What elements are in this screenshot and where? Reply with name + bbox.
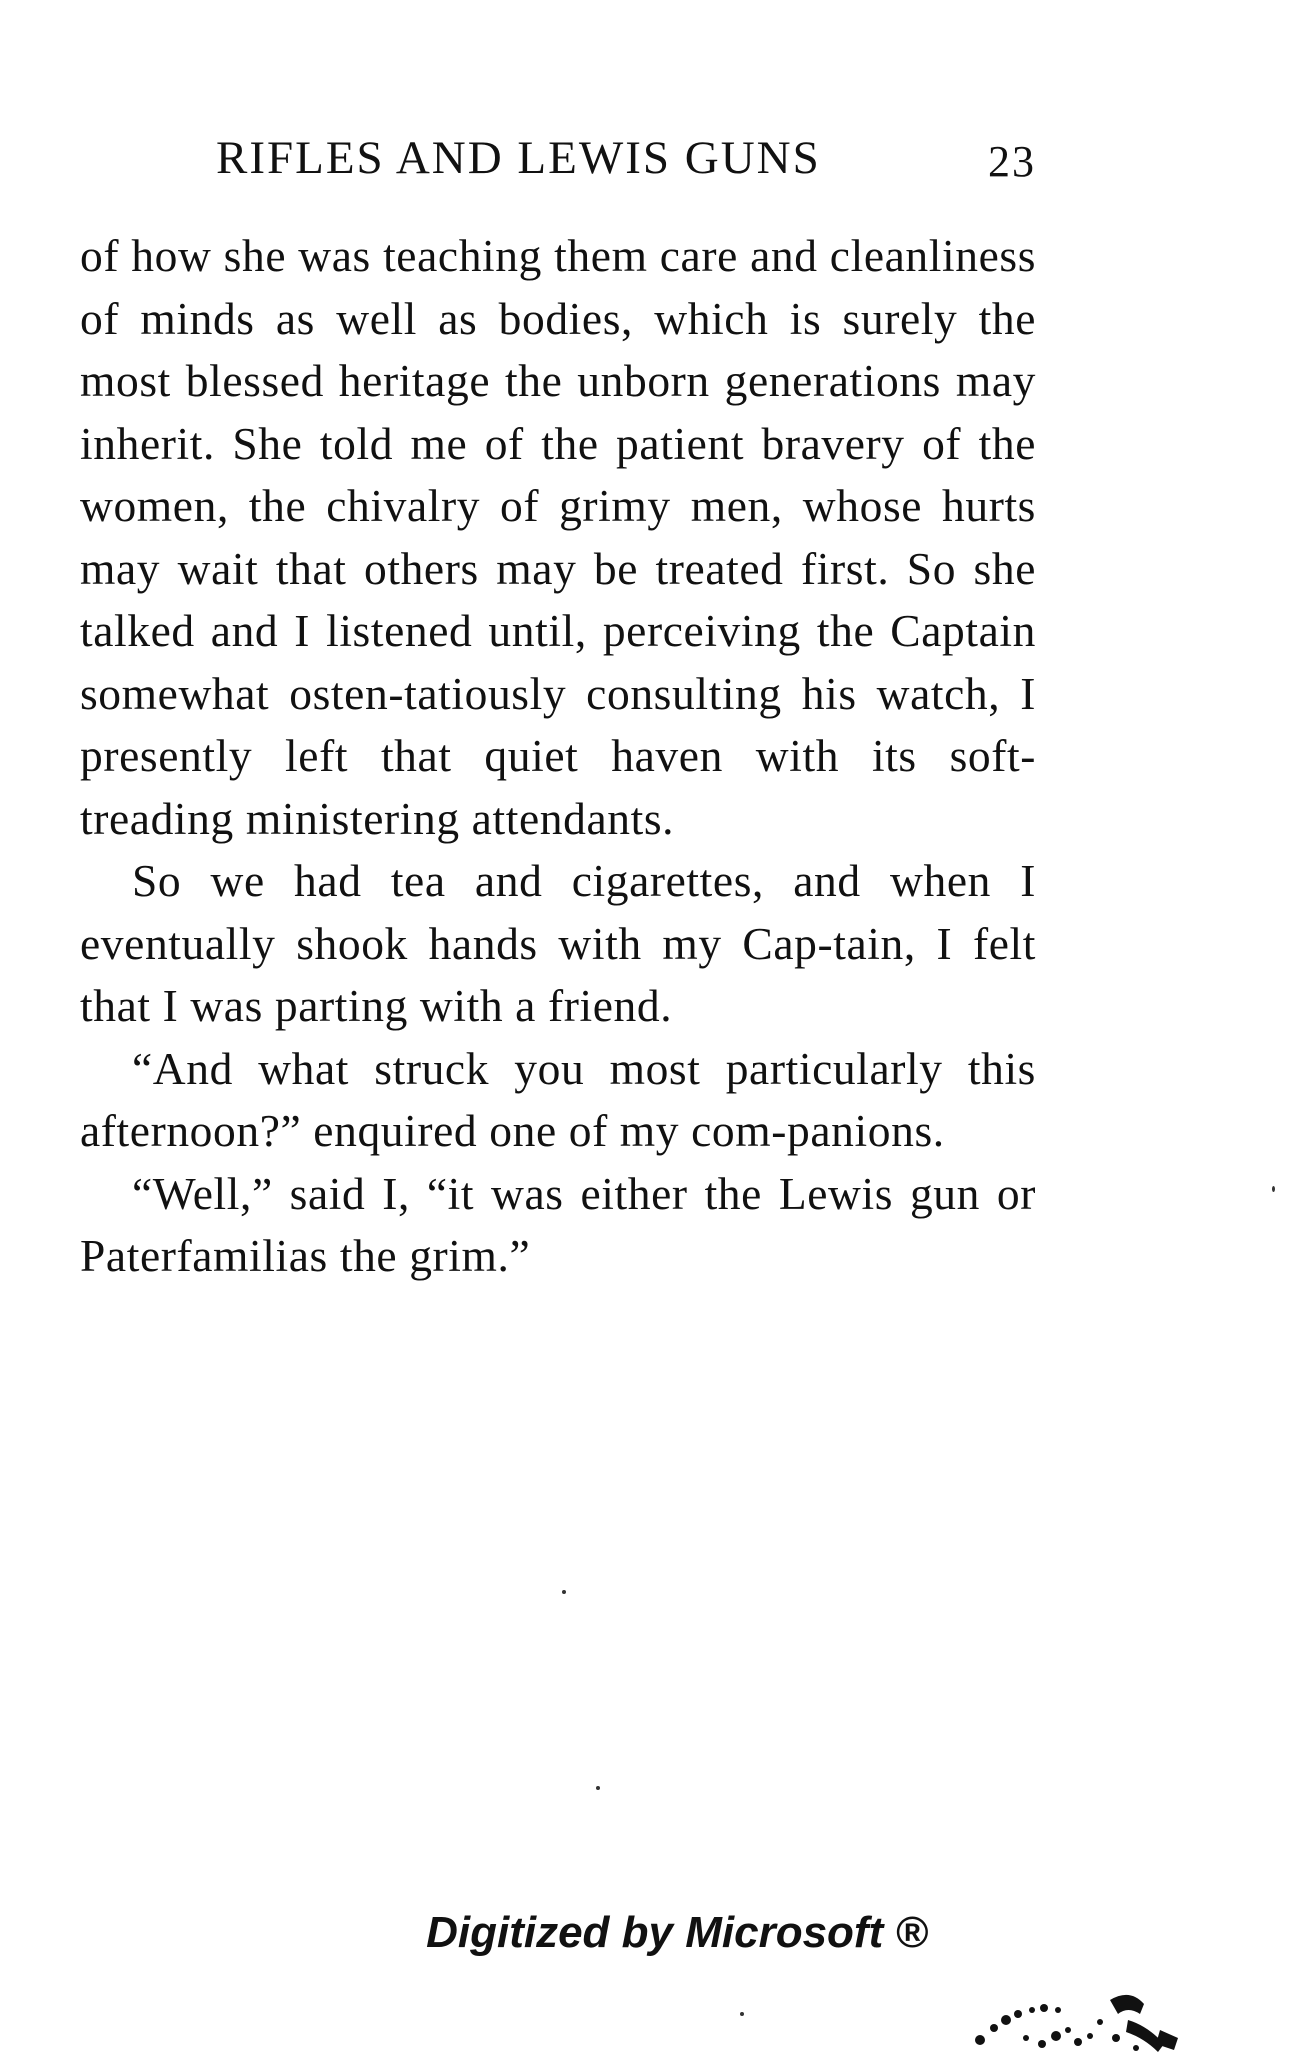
body-text bbox=[80, 225, 1036, 1288]
page-header bbox=[216, 128, 1036, 188]
paragraph: “And what struck you most particularly this afternoon?” enquired one of my com-panions. bbox=[80, 1042, 1036, 1156]
page-number: 23 bbox=[988, 137, 1036, 186]
scan-speck bbox=[1272, 1186, 1275, 1192]
library-stamp-fragment bbox=[960, 1960, 1210, 2055]
paragraph: So we had tea and cigarettes, and when I eventually shook hands with my Cap-tain, I felt that I was parting with a friend. bbox=[80, 855, 1036, 1031]
paragraph: “Well,” said I, “it was either the Lewis gun or Paterfamilias the grim.” bbox=[80, 1167, 1036, 1281]
scan-speck bbox=[562, 1590, 566, 1594]
digitization-watermark: Digitized by Microsoft ® bbox=[426, 1908, 928, 1957]
paragraph: of how she was teaching them care and cleanliness of minds as well as bodies, which is surely the most blessed heritage the unborn generations may inherit. She told me of the patient bravery of the women, the chivalry of grimy men, whose hurts may wait that others may be treated first. So she talked and I listened until, perceiving the Captain somewhat osten-tatiously consulting his watch, I presently left that quiet haven with its soft-treading ministering attendants. bbox=[80, 230, 1036, 844]
running-title: RIFLES AND LEWIS GUNS bbox=[216, 132, 821, 184]
scan-speck bbox=[740, 2012, 744, 2016]
scan-speck bbox=[596, 1786, 600, 1790]
